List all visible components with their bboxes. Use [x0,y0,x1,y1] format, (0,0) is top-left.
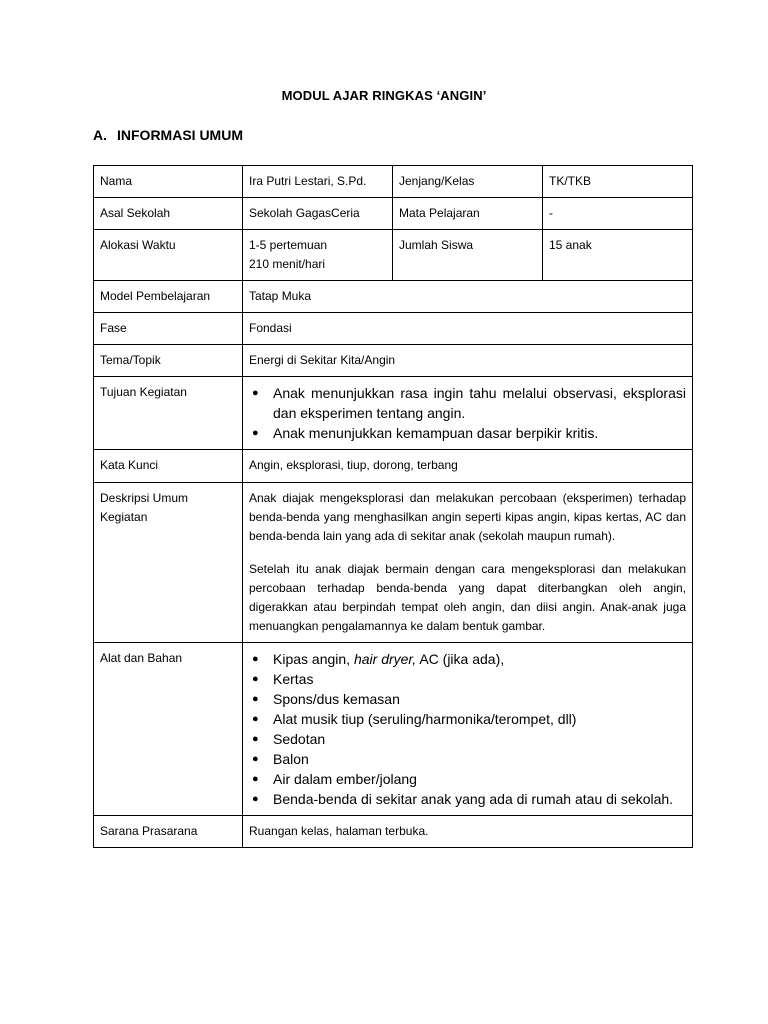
value-model-pembelajaran: Tatap Muka [243,281,693,313]
value-alokasi-waktu [243,230,393,281]
list-item: ● Kertas [249,669,686,689]
alat-list [249,649,686,809]
label-fase: Fase [94,313,243,345]
row-nama [94,166,693,198]
row-tujuan-kegiatan [94,377,693,450]
value-kata-kunci: Angin, eksplorasi, tiup, dorong, terbang [243,450,693,483]
alokasi-pertemuan: 1-5 pertemuan [249,238,328,252]
alokasi-menit: 210 menit/hari [249,257,326,271]
value-sarana-prasarana: Ruangan kelas, halaman terbuka. [243,816,693,848]
list-item: ● Air dalam ember/jolang [249,769,686,789]
label-tujuan-kegiatan: Tujuan Kegiatan [94,377,243,450]
row-asal-sekolah [94,198,693,230]
value-mata-pelajaran: - [543,198,693,230]
section-number: A. [93,127,107,143]
row-model-pembelajaran [94,281,693,313]
value-jumlah-siswa: 15 anak [543,230,693,281]
label-tema: Tema/Topik [94,345,243,377]
label-sarana-prasarana: Sarana Prasarana [94,816,243,848]
label-deskripsi: Deskripsi Umum Kegiatan [94,483,243,643]
row-deskripsi [94,483,693,643]
value-tujuan-kegiatan [243,377,693,450]
label-nama: Nama [94,166,243,198]
label-asal-sekolah: Asal Sekolah [94,198,243,230]
value-nama: Ira Putri Lestari, S.Pd. [243,166,393,198]
alat-first-pre: Kipas angin, [273,651,354,667]
label-model-pembelajaran: Model Pembelajaran [94,281,243,313]
list-item: ● Spons/dus kemasan [249,689,686,709]
value-fase: Fondasi [243,313,693,345]
label-alokasi-waktu: Alokasi Waktu [94,230,243,281]
section-label: INFORMASI UMUM [117,127,243,143]
value-tema: Energi di Sekitar Kita/Angin [243,345,693,377]
deskripsi-paragraph-2: Setelah itu anak diajak bermain dengan cara mengeksplorasi dan melakukan percobaan terhadap benda-benda yang dapat diterbangkan oleh angin, digerakkan atau berpindah tempat oleh angin, dan diisi angin. Anak-anak juga menuangkan pengalamannya ke dalam bentuk gambar. [249,562,686,633]
section-heading [93,127,243,143]
value-asal-sekolah: Sekolah GagasCeria [243,198,393,230]
list-item: ● Balon [249,749,686,769]
list-item: ● Benda-benda di sekitar anak yang ada di rumah atau di sekolah. [249,789,686,809]
value-alat-bahan [243,643,693,816]
value-deskripsi [243,483,693,643]
deskripsi-paragraph-1: Anak diajak mengeksplorasi dan melakukan percobaan (eksperimen) terhadap benda-benda yang menghasilkan angin seperti kipas angin, kipas kertas, AC dan benda-benda lain yang ada di sekitar anak (sekolah maupun rumah). [249,491,686,543]
label-jenjang: Jenjang/Kelas [393,166,543,198]
label-jumlah-siswa: Jumlah Siswa [393,230,543,281]
label-alat-bahan: Alat dan Bahan [94,643,243,816]
list-item: ● Anak menunjukkan rasa ingin tahu melalui observasi, eksplorasi dan eksperimen tentang angin. [249,383,686,423]
list-item: ● Anak menunjukkan kemampuan dasar berpikir kritis. [249,423,686,443]
row-kata-kunci [94,450,693,483]
row-alokasi-waktu [94,230,693,281]
row-fase [94,313,693,345]
row-tema [94,345,693,377]
value-jenjang: TK/TKB [543,166,693,198]
alat-first-post: AC (jika ada), [416,651,505,667]
tujuan-list [249,383,686,443]
list-item: ● Sedotan [249,729,686,749]
label-kata-kunci: Kata Kunci [94,450,243,483]
row-sarana-prasarana [94,816,693,848]
list-item [249,649,686,669]
document-title: MODUL AJAR RINGKAS ‘ANGIN’ [281,88,487,103]
general-info-table [93,165,693,848]
label-mata-pelajaran: Mata Pelajaran [393,198,543,230]
row-alat-bahan [94,643,693,816]
alat-first-italic: hair dryer, [353,651,417,667]
list-item: ● Alat musik tiup (seruling/harmonika/terompet, dll) [249,709,686,729]
